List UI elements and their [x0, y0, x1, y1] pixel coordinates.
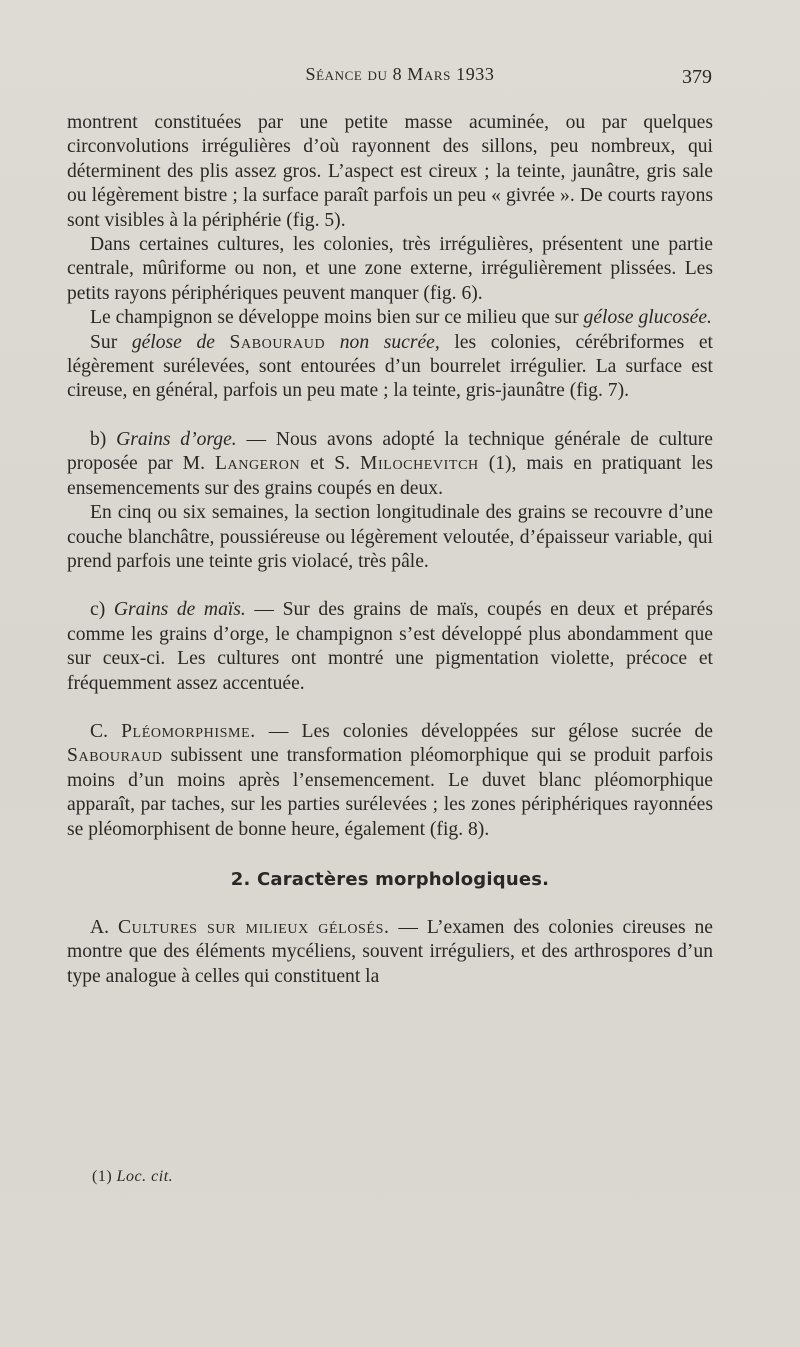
paragraph-8	[67, 720, 713, 842]
spacer	[67, 842, 713, 866]
footnote	[92, 1168, 173, 1186]
spacer	[67, 892, 713, 916]
footnote-text: Loc. cit.	[116, 1168, 174, 1185]
paragraph-4	[67, 331, 713, 404]
paragraph-7-text: — Sur des grains de maïs, coupés en deux et préparés comme les grains d’orge, le champignon s’est développé plus abondamment que sur ceux-ci. Les cultures ont montré une pigmentation violette, précoce et fréquemment assez accentuée.	[67, 599, 713, 694]
paragraph-8-title: Pléomorphisme.	[121, 720, 256, 742]
paragraph-7	[67, 598, 713, 696]
spacer	[67, 404, 713, 428]
paragraph-5-text-a: — Nous avons adopté la technique générale de culture proposée par M.	[67, 428, 713, 475]
page-number: 379	[682, 66, 712, 88]
paragraph-2: Dans certaines cultures, les colonies, très irrégulières, présentent une partie centrale, mûriforme ou non, et une zone externe, irrégulièrement plissées. Les petits rayons périphériques peuvent manquer (fig. 6).	[67, 234, 713, 304]
paragraph-4-text-a: Sur	[90, 331, 132, 353]
paragraph-4-text-b: les colonies, cérébriformes et légèrement surélevées, sont entourées d’un bourrelet irrégulier. La surface est cireuse, en général, parfois un peu mate ; la teinte, gris-jaunâtre (fig. 7).	[67, 331, 713, 402]
spacer	[67, 574, 713, 598]
paragraph-9-label: A.	[90, 916, 118, 938]
paragraph-3-text: Le champignon se développe moins bien sur ce milieu que sur	[90, 307, 584, 329]
footnote-marker: (1)	[92, 1168, 117, 1185]
spacer	[67, 696, 713, 720]
paragraph-1: montrent constituées par une petite masse acuminée, ou par quelques circonvolutions irrégulières d’où rayonnent des sillons, peu nombreux, qui déterminent des plis assez gros. L’aspect est cireux ; la teinte, jaunâtre, gris sale ou légèrement bistre ; la surface paraît parfois un peu « givrée ». De courts rayons sont visibles à la périphérie (fig. 5).	[67, 112, 713, 231]
paragraph-8-text-b: subissent une transformation pléomorphique qui se produit parfois moins d’un moins après l’ensemencement. Le duvet blanc pléomorphique apparaît, par taches, sur les parties surélevées ; les zones périphériques rayonnées se pléomorphisent de bonne heure, également (fig. 8).	[67, 745, 713, 840]
paragraph-5-label: b)	[90, 428, 117, 450]
paragraph-5	[67, 428, 713, 501]
paragraph-3-italic: gélose glucosée.	[583, 307, 712, 329]
author-milochevitch: Milochevitch	[360, 453, 479, 475]
paragraph-3	[67, 306, 713, 330]
author-sabouraud-2: Sabouraud	[67, 745, 163, 767]
section-heading: 2. Caractères morphologiques.	[230, 868, 550, 890]
paragraph-9	[67, 916, 713, 989]
author-langeron: Langeron	[214, 453, 301, 475]
author-sabouraud: Sabouraud	[229, 331, 326, 353]
paragraph-4-italic-b: non sucrée,	[325, 331, 440, 353]
paragraph-5-text-b: et S.	[300, 453, 361, 475]
paragraph-8-text-a: — Les colonies développées sur gélose sucrée de	[255, 720, 713, 742]
body-text	[67, 111, 713, 989]
running-head: Séance du 8 Mars 1933	[305, 64, 495, 84]
paragraph-7-title: Grains de maïs.	[113, 599, 246, 621]
paragraph-9-title: Cultures sur milieux gélosés.	[117, 916, 390, 938]
paragraph-7-label: c)	[90, 599, 114, 621]
paragraph-5-text-c: (1), mais en pratiquant les ensemencements sur des grains coupés en deux.	[67, 453, 713, 499]
paragraph-5-title: Grains d’orge.	[116, 428, 237, 450]
page-header	[0, 64, 800, 94]
paragraph-6: En cinq ou six semaines, la section longitudinale des grains se recouvre d’une couche blanchâtre, poussiéreuse ou légèrement veloutée, d’épaisseur variable, qui prend parfois une teinte gris violacé, très pâle.	[67, 502, 713, 572]
paragraph-8-label: C.	[90, 720, 122, 742]
paragraph-4-italic-a: gélose de	[131, 331, 230, 353]
paragraph-9-text: — L’examen des colonies cireuses ne montre que des éléments mycéliens, souvent irréguliers, et des arthrospores d’un type analogue à celles qui constituent la	[67, 916, 713, 987]
